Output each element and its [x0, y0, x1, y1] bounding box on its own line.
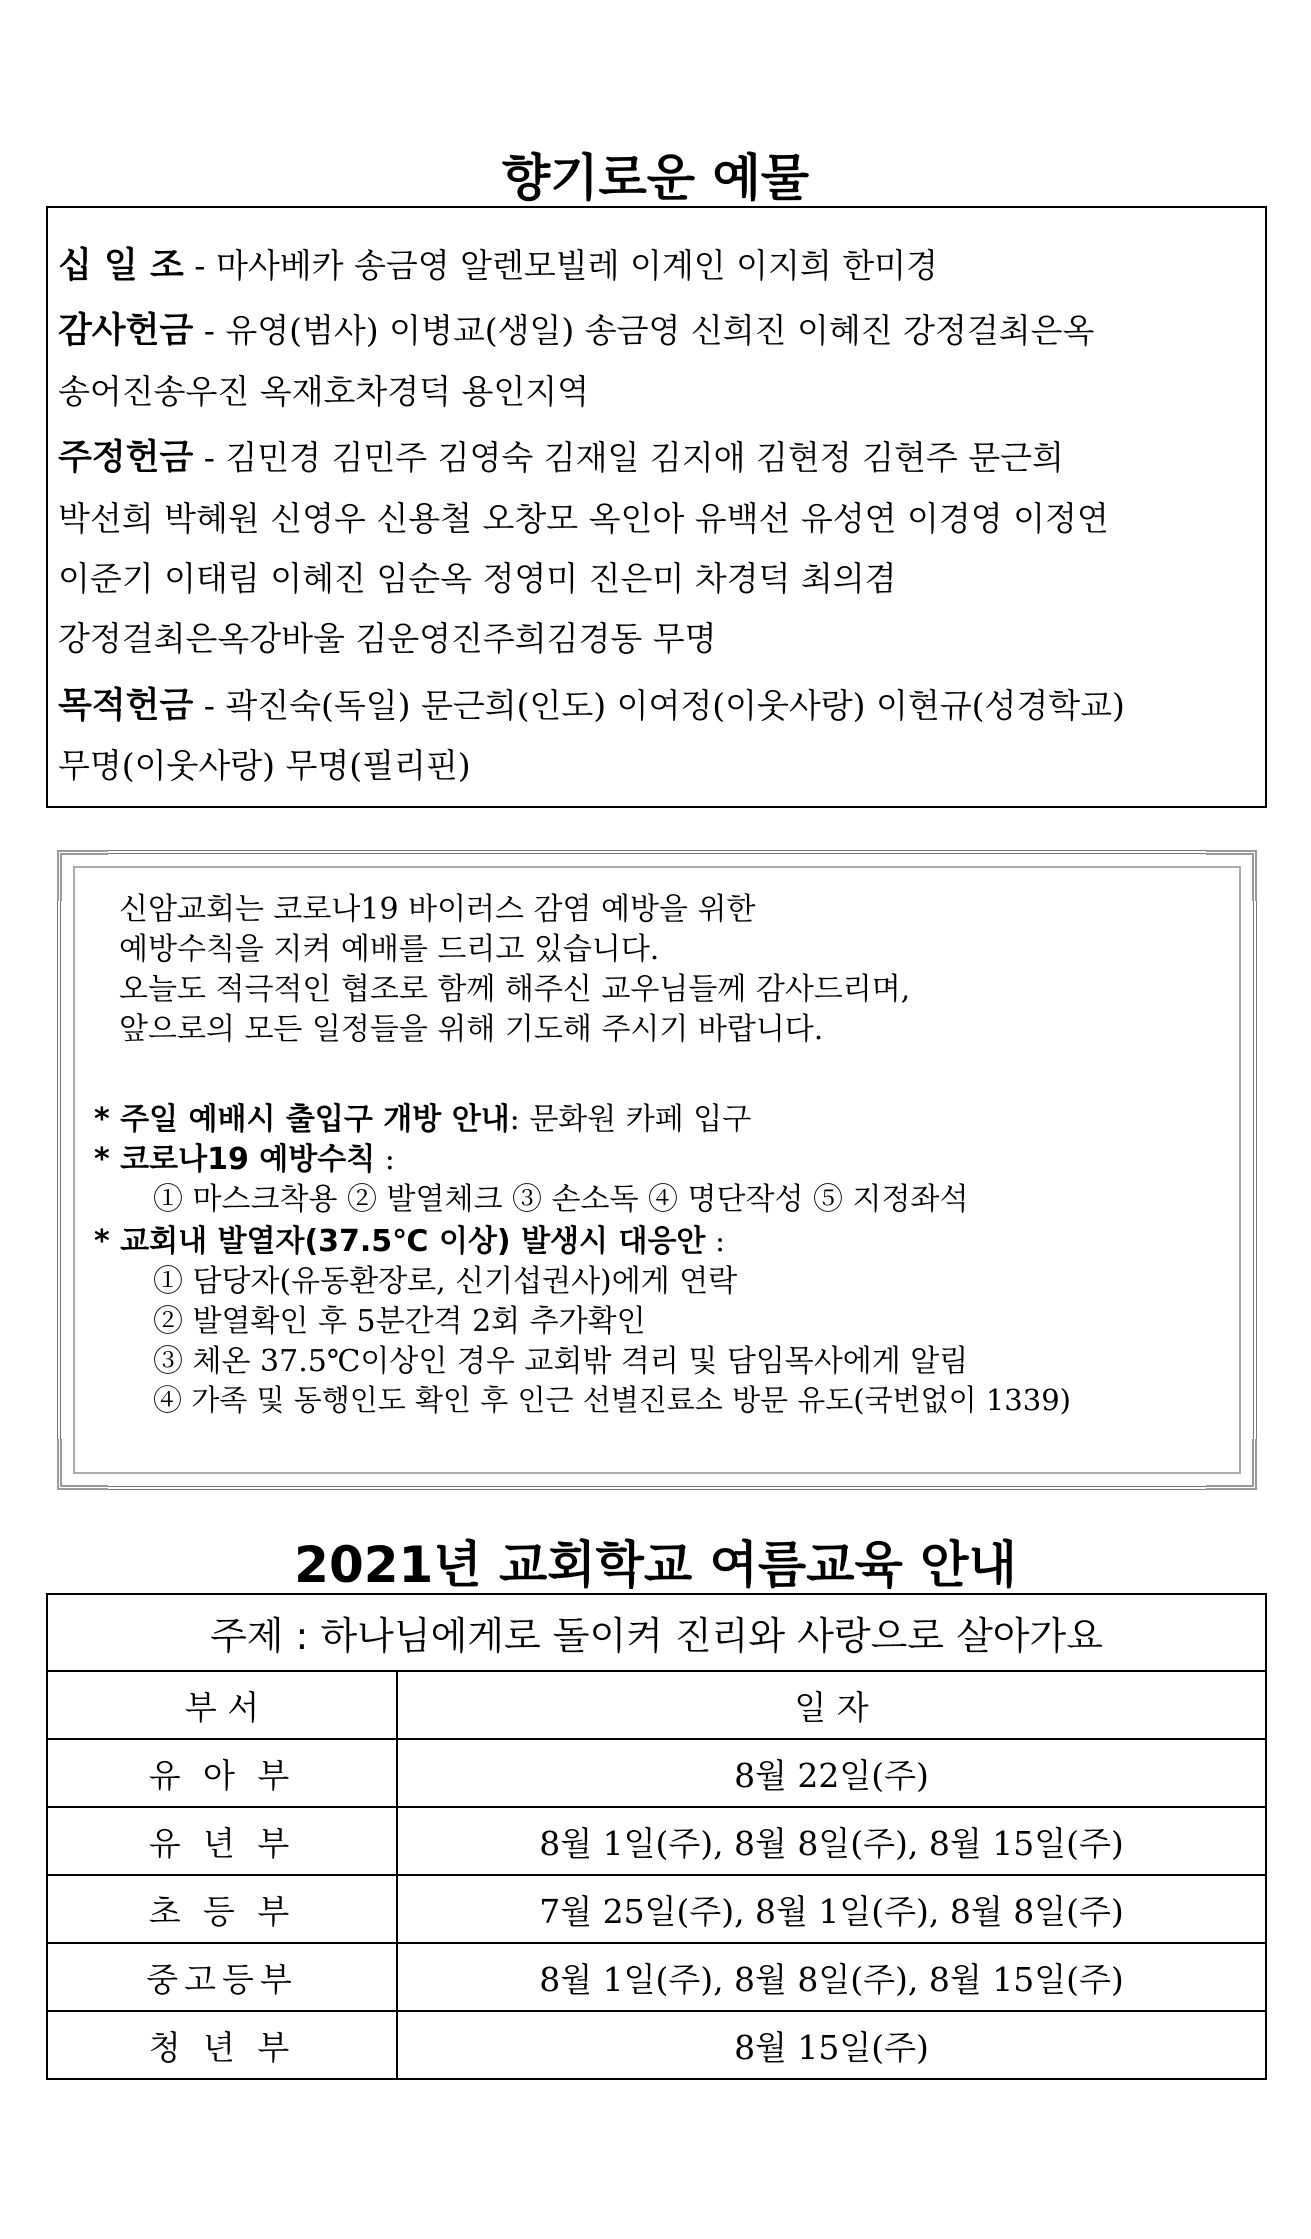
table-row: [47, 1807, 1266, 1875]
education-title: 2021년 교회학교 여름교육 안내: [294, 1536, 1017, 1594]
rules-label: * 코로나19 예방수칙: [94, 1142, 376, 1177]
fever-step: ④ 가족 및 동행인도 확인 후 인근 선별진료소 방문 유도(국번없이 1339): [153, 1383, 1071, 1417]
offering-line: [58, 613, 717, 660]
entrance-notice: [94, 1094, 751, 1138]
frame-corner-ornament: [1206, 850, 1257, 901]
dates-cell: 7월 25일(주), 8월 1일(주), 8월 8일(주): [397, 1875, 1266, 1943]
offering-line: [58, 740, 471, 787]
fever-step: ① 담당자(유동환장로, 신기섭권사)에게 연락: [153, 1264, 738, 1299]
offering-names: 박선희 박혜원 신영우 신용철 오창모 옥인아 유백선 유성연 이경영 이정연: [58, 499, 1109, 538]
offering-category: 감사헌금: [58, 311, 194, 351]
fever-step: ③ 체온 37.5℃이상인 경우 교회밖 격리 및 담임목사에게 알림: [153, 1344, 969, 1379]
frame-corner-ornament: [1206, 1439, 1257, 1490]
notice-intro-line: 예방수칙을 지켜 예배를 드리고 있습니다.: [119, 932, 660, 967]
offering-category: 십 일 조: [58, 246, 184, 286]
rules-heading: [94, 1134, 395, 1178]
offering-names: 무명(이웃사랑) 무명(필리핀): [58, 746, 471, 785]
offering-names: 송어진송우진 옥재호차경덕 용인지역: [58, 372, 590, 411]
frame-corner-ornament: [57, 850, 108, 901]
dept-cell: 중고등부: [47, 1943, 397, 2011]
rules-list: ① 마스크착용 ② 발열체크 ③ 손소독 ④ 명단작성 ⑤ 지정좌석: [153, 1182, 969, 1217]
dept-cell: 청 년 부: [47, 2011, 397, 2079]
table-row: [47, 1875, 1266, 1943]
offering-line: [58, 493, 1109, 540]
offering-names: 마사베카 송금영 알렌모빌레 이계인 이지희 한미경: [215, 246, 938, 285]
notice-box: [57, 850, 1257, 1490]
education-table: [46, 1593, 1267, 2080]
table-row: [47, 1739, 1266, 1807]
offering-names: 이준기 이태림 이혜진 임순옥 정영미 진은미 차경덕 최의겸: [58, 559, 897, 598]
dates-cell: 8월 1일(주), 8월 8일(주), 8월 15일(주): [397, 1943, 1266, 2011]
offering-line: [58, 366, 589, 413]
dept-cell: 초 등 부: [47, 1875, 397, 1943]
fever-label: * 교회내 발열자(37.5℃ 이상) 발생시 대응안: [94, 1224, 706, 1259]
offering-names: 김민경 김민주 김영숙 김재일 김지애 김현정 김현주 문근희: [225, 438, 1064, 477]
offering-names: 유영(범사) 이병교(생일) 송금영 신희진 이혜진 강정걸최은옥: [225, 311, 1095, 350]
offering-title: 향기로운 예물: [501, 149, 810, 207]
offering-category: 목적헌금: [58, 686, 194, 726]
notice-intro-line: 오늘도 적극적인 협조로 함께 해주신 교우님들께 감사드리며,: [119, 972, 911, 1007]
offering-separator: -: [193, 438, 226, 477]
offering-line: [58, 303, 1094, 353]
table-row: [47, 1943, 1266, 2011]
theme-cell: 주제 : 하나님에게로 돌이켜 진리와 사랑으로 살아가요: [47, 1594, 1266, 1671]
header-dates: 일 자: [397, 1671, 1266, 1739]
offering-box: [46, 206, 1267, 808]
header-row: [47, 1671, 1266, 1739]
offering-names: 곽진숙(독일) 문근희(인도) 이여정(이웃사랑) 이현규(성경학교): [225, 686, 1125, 725]
offering-category: 주정헌금: [58, 438, 194, 478]
dept-cell: 유 년 부: [47, 1807, 397, 1875]
entrance-value: : 문화원 카페 입구: [509, 1102, 752, 1137]
fever-step: ② 발열확인 후 5분간격 2회 추가확인: [153, 1304, 646, 1339]
fever-heading: [94, 1216, 725, 1260]
dept-cell: 유 아 부: [47, 1739, 397, 1807]
entrance-label: * 주일 예배시 출입구 개방 안내: [94, 1102, 510, 1137]
dates-cell: 8월 22일(주): [397, 1739, 1266, 1807]
rules-colon: :: [375, 1142, 395, 1177]
dates-cell: 8월 15일(주): [397, 2011, 1266, 2079]
fever-colon: :: [705, 1224, 726, 1259]
notice-intro-line: 신암교회는 코로나19 바이러스 감염 예방을 위한: [119, 892, 756, 927]
offering-line: [58, 678, 1125, 728]
offering-line: [58, 238, 938, 288]
offering-separator: -: [183, 246, 216, 285]
offering-names: 강정걸최은옥강바울 김운영진주희김경동 무명: [58, 619, 717, 658]
offering-line: [58, 430, 1064, 480]
offering-line: [58, 553, 897, 600]
dates-cell: 8월 1일(주), 8월 8일(주), 8월 15일(주): [397, 1807, 1266, 1875]
table-row: [47, 2011, 1266, 2079]
header-dept: 부 서: [47, 1671, 397, 1739]
frame-corner-ornament: [57, 1439, 108, 1490]
notice-intro-line: 앞으로의 모든 일정들을 위해 기도해 주시기 바랍니다.: [119, 1012, 824, 1047]
theme-row: [47, 1594, 1266, 1671]
offering-separator: -: [193, 686, 226, 725]
offering-separator: -: [193, 311, 226, 350]
